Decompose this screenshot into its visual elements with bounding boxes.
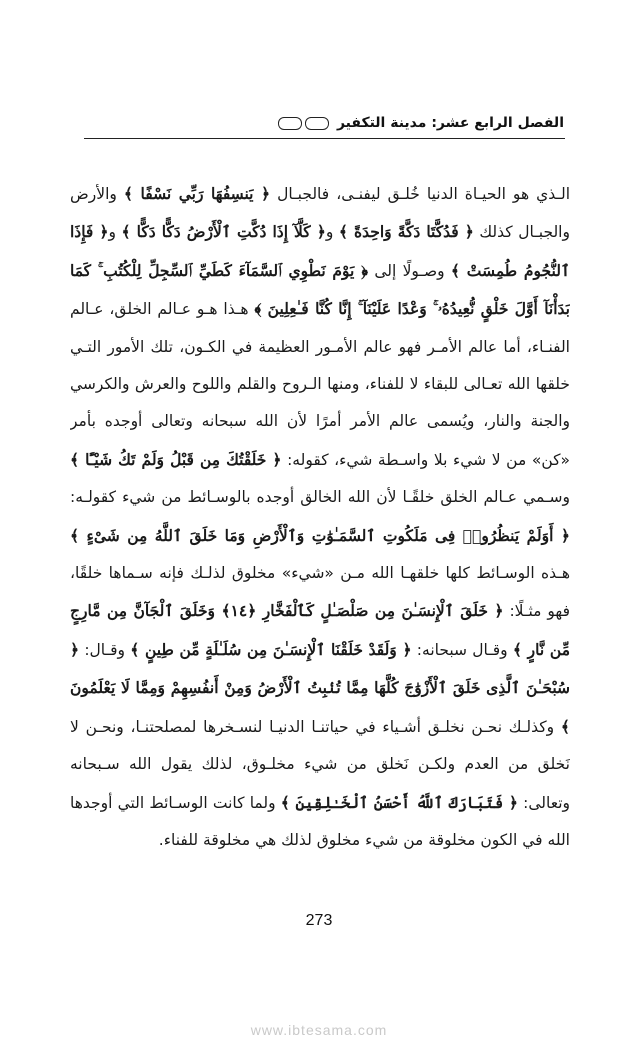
text-segment: هـذه الوسـائط كلها خلقهـا الله مـن «شيء» مخلوق لذلـك فإنه سـماها خلقًا، فهو مثـلًا: (70, 564, 570, 621)
ornament-shape (278, 117, 302, 130)
quran-verse: ﴿ وَلَقَدْ خَلَقْنَا ٱلْإِنسَـٰنَ مِن سُلَـٰلَةٍ مِّن طِينٍ ﴾ (130, 639, 412, 659)
text-segment: الـذي هو الحيـاة الدنيا خُلـق ليفنـى، فالجبـال (270, 185, 570, 203)
quran-verse: ﴿ يَوْمَ نَطْوِي ٱلسَّمَآءَ كَطَيِّ ٱلسِّجِلِّ لِلْكُتُبِ ۚ كَمَا بَدَأْنَآ أَوَّلَ خَلْقٍ نُّعِيدُهُۥ ۚ وَعْدًا عَلَيْنَآ ۚ إِنَّا كُنَّا فَـٰعِلِينَ ﴾ (70, 260, 570, 319)
chapter-header (84, 110, 564, 136)
text-segment: وصـولًا إلى (368, 261, 451, 280)
text-segment: وكذلـك نحـن نخلـق أشـياء في حياتنـا الدنيـا لنسـخرها لمصلحتنـا، ونحـن لا نَخلق من العدم ولكـن نَخلق من شيء مخلـوق، لذلك يقول الله سـبحانه وتعالى: (70, 717, 570, 812)
page-number: 273 (305, 912, 333, 929)
ornament-shape (305, 117, 329, 130)
text-segment: هـذا هـو عـالم الخلق، عـالم الفنـاء، أما عالم الأمـر فهو عالم الأمـور العظيمة في الكـون، تلك الأمور التـي خلقها الله تعـالى للبقاء لا للفناء، ومنها الـروح والقلم واللوح والعرش والكرسي والجنة والنار، ويُسمى عالم الأمر أمرًا لأن الله سبحانه وتعالى أوجده بأمر «كن» من لا شيء بلا واسـطة شيء، كقوله: (70, 300, 570, 469)
text-segment: وسـمي عـالم الخلق خلقًـا لأن الله الخالق أوجده بالوسـائط من شيء كقولـه: (70, 488, 570, 507)
text-segment: و (325, 223, 339, 242)
body-text (70, 175, 570, 905)
quran-verse: ﴿ يَنسِفُهَا رَبِّي نَسْفًا ﴾ (123, 184, 271, 203)
text-segment: ولما كانت الوسـائط التي أوجدها الله في الكون مخلوقة من شيء مخلوق لذلك هي مخلوقة للفناء. (70, 793, 570, 849)
header-rule (84, 138, 565, 139)
quran-verse: ﴿ كَلَّآ إِذَا دُكَّتِ ٱلْأَرْضُ دَكًّا دَكًّا ﴾ (121, 222, 326, 242)
text-segment: وقـال سبحانه: (411, 640, 513, 659)
quran-verse: ﴿ خَلَقَ ٱلْإِنسَـٰنَ مِن صَلْصَـٰلٍ كَٱلْفَخَّارِ ﴿١٤﴾ وَخَلَقَ ٱلْجَآنَّ مِن مَّارِجٍ مِّن نَّارٍ ﴾ (70, 601, 570, 659)
text-segment: وقـال: (79, 640, 131, 659)
quran-verse: ﴿ فَإِذَا ٱلنُّجُومُ طُمِسَتْ ﴾ (70, 222, 570, 280)
header-ornament (278, 117, 329, 130)
quran-verse: ﴿ خَلَقْتُكَ مِن قَبْلُ وَلَمْ تَكُ شَيْـًٔا ﴾ (70, 449, 282, 469)
body-paragraph (70, 175, 570, 859)
quran-verse: ﴿ فَتَبَارَكَ ٱللَّهُ أَحْسَنُ ٱلْخَـٰلِقِينَ ﴾ (280, 792, 518, 812)
quran-verse: ﴿ أَوَلَمْ يَنظُرُوا۟ فِى مَلَكُوتِ ٱلسَّمَـٰوَٰتِ وَٱلْأَرْضِ وَمَا خَلَقَ ٱللَّهُ مِن شَىْءٍ ﴾ (70, 525, 570, 545)
chapter-title: الفصل الرابع عشر: مدينة التكفير (336, 115, 564, 131)
quran-verse: ﴿ فَدُكَّتَا دَكَّةً وَاحِدَةً ﴾ (338, 222, 474, 242)
quran-verse: ﴿ سُبْحَـٰنَ ٱلَّذِى خَلَقَ ٱلْأَزْوَٰجَ كُلَّهَا مِمَّا تُنۢبِتُ ٱلْأَرْضُ وَمِنْ أَنفُسِهِمْ وَمِمَّا لَا يَعْلَمُونَ ﴾ (70, 639, 570, 736)
text-segment: والأرض والجبـال كذلك (70, 185, 570, 242)
watermark-url: www.ibtesama.com (250, 1022, 388, 1038)
text-segment: و (108, 223, 122, 242)
